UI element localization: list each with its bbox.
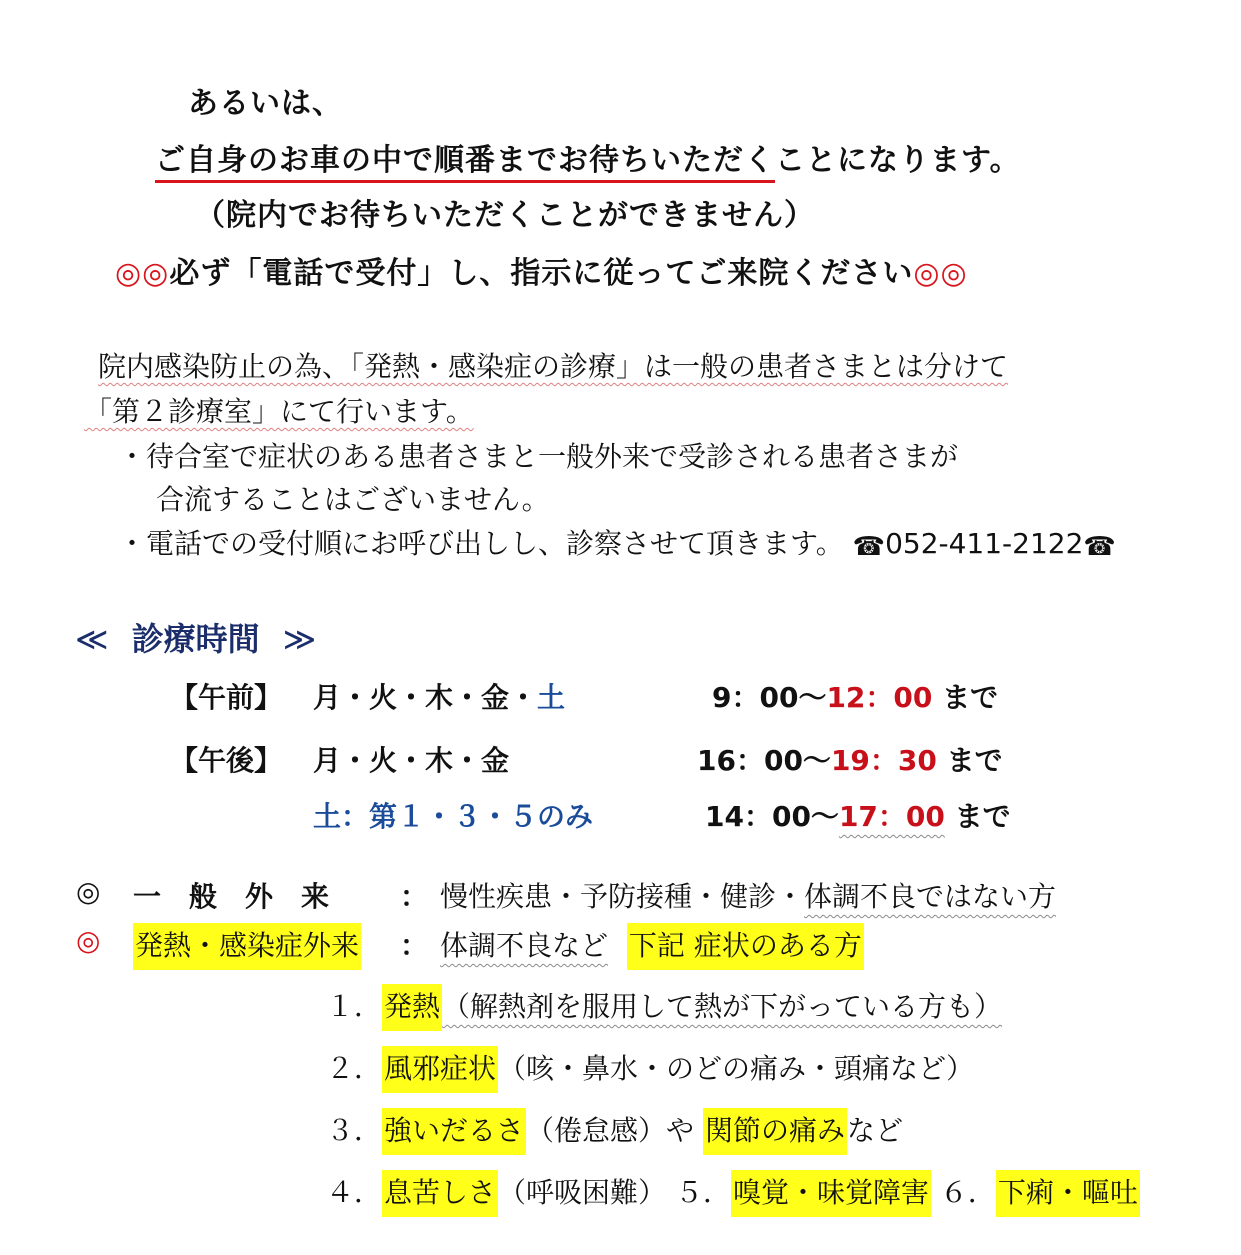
time-end: 12：00 [826,681,933,714]
symptom-highlight: 強いだるさ [382,1108,526,1155]
until: まで [942,681,999,714]
intro-cannot-wait-inside: （院内でお待ちいただくことができません） [195,198,815,233]
colon: ： [400,929,429,962]
desc-a: 体調不良など [440,929,609,962]
symptom-num: ３． [326,1114,383,1147]
notice-call-order: ・電話での受付順にお呼び出しし、診察させて頂きます。 [118,527,844,560]
time-start: 9：00〜 [712,681,827,714]
notice-line-1 [98,345,1008,385]
hours-row-afternoon-days: 月・火・木・金 [313,744,510,777]
double-angle-right-icon: ≫ [282,620,317,658]
hours-row-saturday-time [705,795,1011,835]
colon: ： [400,880,429,913]
desc-b: 下記 症状のある方 [627,923,864,970]
symptom-2 [326,1047,974,1087]
notice-bullet-1: ・待合室で症状のある患者さまと一般外来で受診される患者さまが [118,440,959,473]
time-end: 19：30 [830,744,937,777]
until: まで [946,744,1003,777]
fever-clinic-name: 発熱・感染症外来 [133,923,361,970]
notice-bullet-1-cont: 合流することはございません。 [156,483,550,516]
phone-number[interactable]: 052-411-2122 [885,527,1084,560]
intro-call-first [115,248,968,292]
call-first-text: 必ず「電話で受付」し、指示に従ってご来院ください [169,256,914,291]
days: 月・火・木・金・ [313,681,538,714]
hours-title-text: 診療時間 [131,620,260,658]
fever-clinic-label [133,924,361,964]
symptom-detail-2: など [846,1114,903,1147]
notice-line-2 [84,390,474,430]
time-start: 14：00〜 [705,800,839,833]
symptom-detail: （呼吸困難） [498,1176,667,1209]
symptom-num: ５． [674,1176,731,1209]
double-angle-left-icon: ≪ [75,620,109,658]
symptom-3 [326,1109,903,1149]
desc-b: 体調不良ではない方 [804,880,1057,913]
hours-row-morning-days [313,676,565,716]
symptom-detail: （倦怠感）や [526,1114,703,1147]
symptom-1 [326,985,1002,1025]
hours-row-saturday-days: 土：第１・３・５のみ [313,800,594,833]
saturday: 土 [537,681,566,714]
symptom-highlight: 発熱 [382,984,442,1031]
fever-clinic-desc [440,924,864,964]
general-clinic-desc [440,875,1056,915]
double-circle-red-icon: ◎ [76,924,101,957]
symptom-detail: （咳・鼻水・のどの痛み・頭痛など） [498,1052,975,1085]
hours-title [75,614,316,660]
double-circle-icon: ◎ [76,875,101,908]
notice-bullet-2 [118,522,1116,562]
time-start: 16：00〜 [697,744,831,777]
hours-row-morning-time [712,676,998,716]
desc-a: 慢性疾患・予防接種・健診・ [440,880,805,913]
symptom-num: １． [326,990,383,1023]
symptom-num: ６． [939,1176,996,1209]
symptom-detail: （解熱剤を服用して熱が下がっている方も） [442,990,1003,1023]
symptom-highlight: 下痢・嘔吐 [996,1170,1140,1217]
until: まで [954,800,1011,833]
hours-row-afternoon-label: 【午後】 [170,744,283,777]
time-end: 17：00 [838,800,945,833]
notice-infection-prevention: 院内感染防止の為、「発熱・感染症の診療」は一般の患者さまとは分けて [98,350,1009,383]
double-circle-icon: ◎◎ [115,256,170,291]
symptom-highlight: 嗅覚・味覚障害 [731,1170,931,1217]
symptom-highlight: 風邪症状 [382,1046,498,1093]
telephone-icon: ☎ [852,532,886,562]
general-clinic-label: 一 般 外 来 [133,880,330,913]
notice-second-room: 「第２診療室」にて行います。 [84,395,474,428]
intro-line-alternatively: あるいは、 [188,86,343,121]
symptom-highlight: 息苦しさ [382,1170,498,1217]
wait-in-car-rest: ことになります。 [775,143,1021,178]
symptom-highlight-2: 関節の痛み [703,1108,847,1155]
symptom-num: ２． [326,1052,383,1085]
double-circle-icon: ◎◎ [913,256,968,291]
hours-row-morning-label: 【午前】 [170,681,283,714]
telephone-icon: ☎ [1083,532,1116,562]
symptom-num: ４． [326,1176,383,1209]
hours-row-afternoon-time [697,739,1003,779]
intro-wait-in-car [155,135,1021,179]
symptom-4-5-6 [326,1171,1140,1211]
wait-in-car-underlined: ご自身のお車の中で順番までお待ちいただく [155,143,775,183]
